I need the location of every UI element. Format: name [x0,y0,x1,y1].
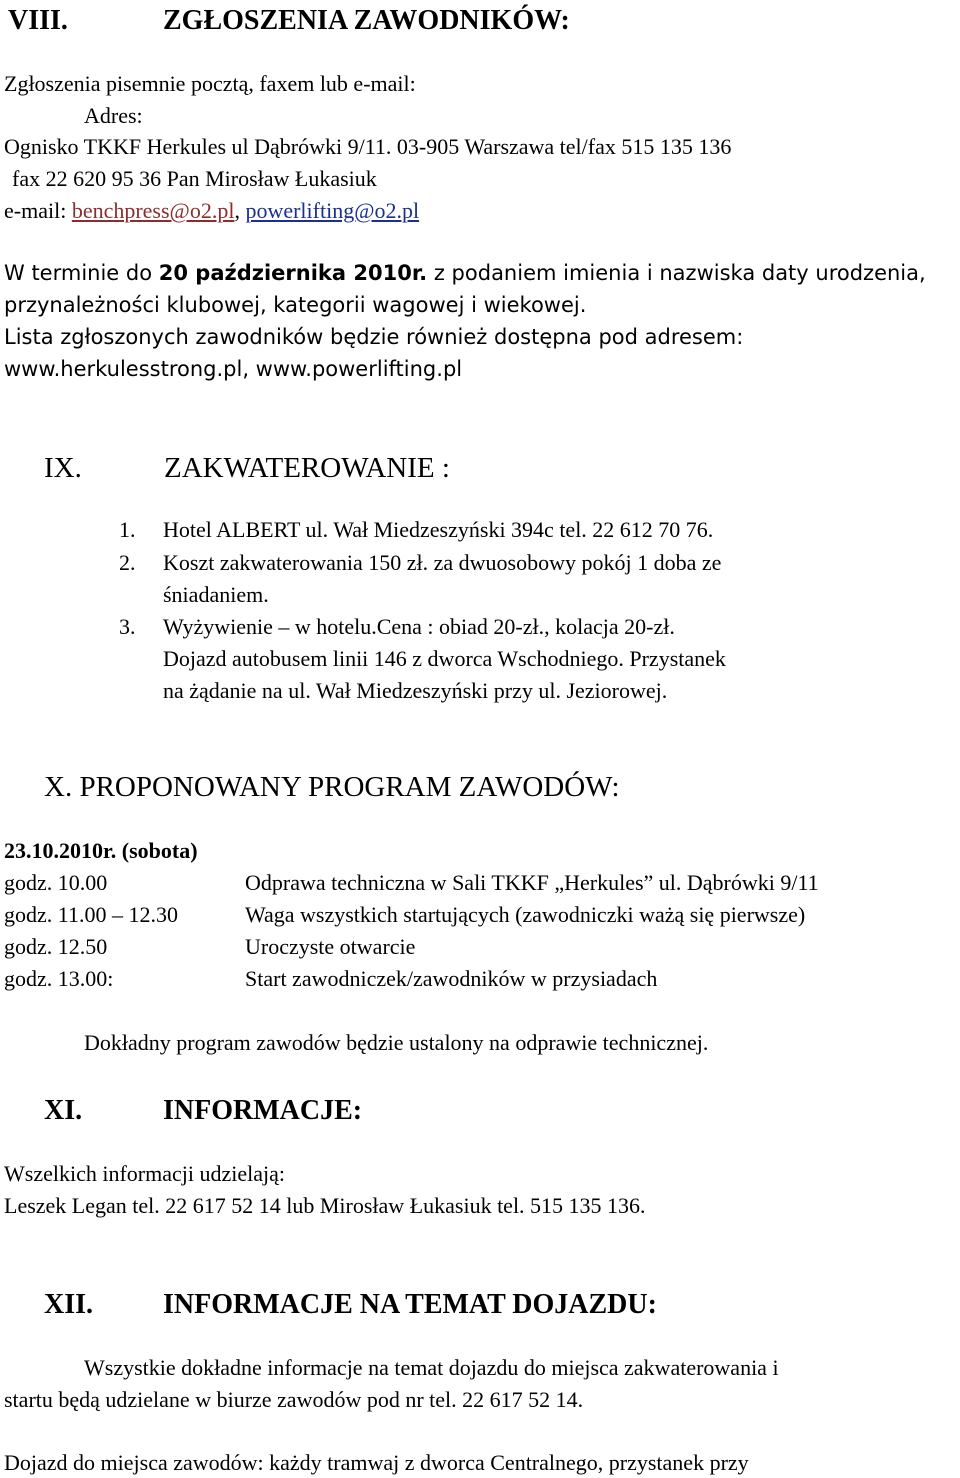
section-11-number: XI. [44,1095,83,1126]
list-item-text: Dojazd autobusem linii 146 z dworca Wschodniego. Przystanek [163,646,726,671]
section-8-number: VIII. [8,5,68,36]
schedule-description: Start zawodniczek/zawodników w przysiadach [245,966,658,991]
schedule-time: godz. 13.00: [4,966,114,991]
schedule-time: godz. 11.00 – 12.30 [4,902,178,927]
section-8-line-3: Ognisko TKKF Herkules ul Dąbrówki 9/11. 03-905 Warszawa tel/fax 515 135 136 [4,134,732,159]
list-item-number: 1. [119,517,136,542]
email-link-benchpress[interactable]: benchpress@o2.pl [71,198,235,223]
schedule-description: Uroczyste otwarcie [245,934,416,959]
section-8-line-4: fax 22 620 95 36 Pan Mirosław Łukasiuk [12,166,377,191]
schedule-time: godz. 12.50 [4,934,108,959]
list-item-text: na żądanie na ul. Wał Miedzeszyński przy ul. Jeziorowej. [163,678,668,703]
section-9-title: ZAKWATEROWANIE : [164,452,450,484]
websites-line: www.herkulesstrong.pl, www.powerlifting.pl [4,357,463,381]
section-9-number: IX. [44,452,82,484]
section-10-title: X. PROPONOWANY PROGRAM ZAWODÓW: [44,771,620,803]
schedule-description: Waga wszystkich startujących (zawodniczki ważą się pierwsze) [245,902,806,927]
list-item-number: 3. [119,614,136,639]
section-12-title: INFORMACJE NA TEMAT DOJAZDU: [163,1289,657,1320]
list-item-text: Wyżywienie – w hotelu.Cena : obiad 20-zł., kolacja 20-zł. [163,614,675,639]
list-item-text: Hotel ALBERT ul. Wał Miedzeszyński 394c tel. 22 612 70 76. [163,517,714,542]
email-separator: , [234,198,240,223]
section-12-line-3: Dojazd do miejsca zawodów: każdy tramwaj z dworca Centralnego, przystanek przy [4,1450,749,1475]
section-8-line-1: Zgłoszenia pisemnie pocztą, faxem lub e-mail: [4,71,416,96]
section-8-title: ZGŁOSZENIA ZAWODNIKÓW: [163,5,570,36]
email-link-powerlifting[interactable]: powerlifting@o2.pl [245,198,420,223]
section-11-line-1: Wszelkich informacji udzielają: [4,1161,285,1186]
schedule-description: Odprawa techniczna w Sali TKKF „Herkules” ul. Dąbrówki 9/11 [245,870,819,895]
section-8-line-2: Adres: [84,103,143,128]
list-item-number: 2. [119,550,136,575]
schedule-time: godz. 10.00 [4,870,108,895]
email-line [4,198,419,224]
section-11-title: INFORMACJE: [163,1095,363,1126]
list-item-text: śniadaniem. [163,582,269,607]
contact-line: Leszek Legan tel. 22 617 52 14 lub Mirosław Łukasiuk tel. 515 135 136. [4,1193,646,1218]
deadline-line [4,261,926,286]
section-8-line-7: Lista zgłoszonych zawodników będzie również dostępna pod adresem: [4,325,744,349]
list-item-text: Koszt zakwaterowania 150 zł. za dwuosobowy pokój 1 doba ze [163,550,722,575]
deadline-date: 20 października 2010r. [158,261,428,285]
program-date: 23.10.2010r. (sobota) [4,838,198,863]
section-12-line-2: startu będą udzielane w biurze zawodów pod nr tel. 22 617 52 14. [4,1387,584,1412]
deadline-prefix: W terminie do [4,261,153,285]
section-8-line-6: przynależności klubowej, kategorii wagowej i wiekowej. [4,293,587,317]
program-note: Dokładny program zawodów będzie ustalony na odprawie technicznej. [84,1030,709,1055]
section-12-number: XII. [44,1289,94,1320]
email-prefix: e-mail: [4,198,67,223]
deadline-suffix: z podaniem imienia i nazwiska daty urodzenia, [433,261,926,285]
section-12-line-1: Wszystkie dokładne informacje na temat dojazdu do miejsca zakwaterowania i [84,1355,779,1380]
